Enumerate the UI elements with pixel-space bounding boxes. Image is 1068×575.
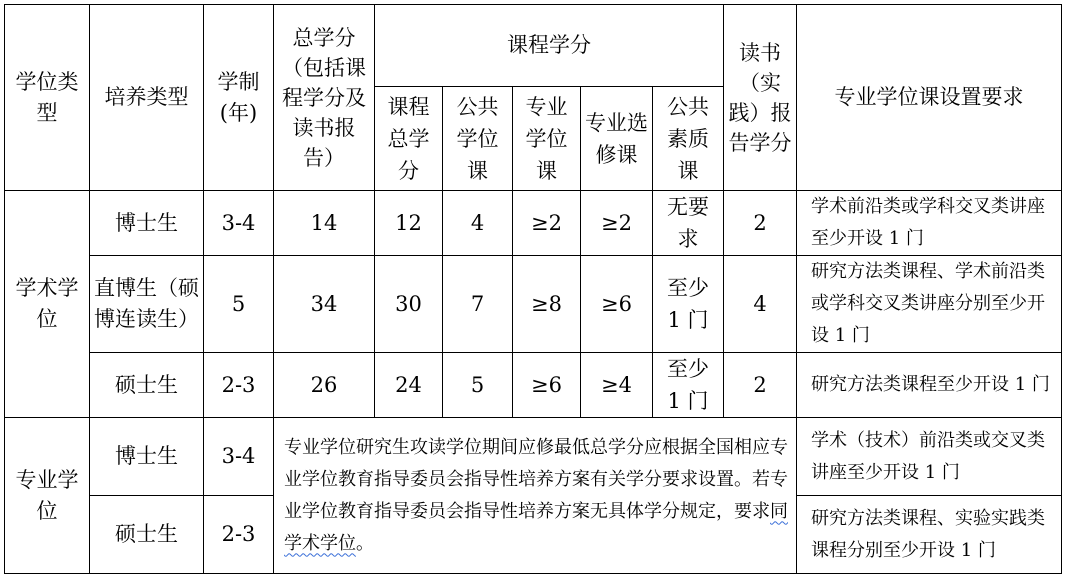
major-degree-cell: ≥2	[513, 191, 581, 256]
requirement-cell: 研究方法类课程、学术前沿类或学科交叉类讲座分别至少开设 1 门	[797, 256, 1062, 353]
header-course-total: 课程总学分	[375, 87, 443, 191]
duration-cell: 2-3	[204, 353, 274, 418]
requirement-cell: 研究方法类课程至少开设 1 门	[797, 353, 1062, 418]
header-total-credits: 总学分（包括课程学分及读书报告）	[274, 5, 375, 191]
training-type-cell: 博士生	[90, 418, 204, 496]
training-type-cell: 硕士生	[90, 353, 204, 418]
header-reading-report: 读书（实践）报告学分	[724, 5, 797, 191]
credit-requirements-table	[4, 4, 1062, 574]
credit-note-marked-text: 同学术学位	[284, 500, 788, 554]
public-degree-cell: 5	[443, 353, 513, 418]
header-public-quality: 公共素质课	[653, 87, 724, 191]
header-degree-type: 学位类型	[5, 5, 90, 191]
public-quality-cell: 至少 1 门	[653, 353, 724, 418]
total-credits-cell: 14	[274, 191, 375, 256]
header-public-degree: 公共学位课	[443, 87, 513, 191]
credit-note-text: 专业学位研究生攻读学位期间应修最低总学分应根据全国相应专业学位教育指导委员会指导性培养方案有关学分要求设置。若专业学位教育指导委员会指导性培养方案无具体学分规定，要求	[284, 436, 788, 522]
course-total-cell: 24	[375, 353, 443, 418]
duration-cell: 5	[204, 256, 274, 353]
header-major-degree: 专业学位课	[513, 87, 581, 191]
course-total-cell: 12	[375, 191, 443, 256]
header-requirements: 专业学位课设置要求	[797, 5, 1062, 191]
table-row	[5, 353, 1062, 418]
header-major-elective: 专业选修课	[581, 87, 653, 191]
duration-cell: 3-4	[204, 191, 274, 256]
course-total-cell: 30	[375, 256, 443, 353]
requirement-cell: 学术前沿类或学科交叉类讲座至少开设 1 门	[797, 191, 1062, 256]
training-type-cell: 硕士生	[90, 496, 204, 574]
major-elective-cell: ≥4	[581, 353, 653, 418]
table-row	[5, 191, 1062, 256]
major-elective-cell: ≥2	[581, 191, 653, 256]
report-credits-cell: 2	[724, 353, 797, 418]
header-course-credits: 课程学分	[375, 5, 724, 87]
header-duration: 学制(年)	[204, 5, 274, 191]
total-credits-cell: 26	[274, 353, 375, 418]
training-type-cell: 直博生（硕博连读生）	[90, 256, 204, 353]
major-degree-cell: ≥6	[513, 353, 581, 418]
public-quality-cell: 至少 1 门	[653, 256, 724, 353]
public-quality-cell: 无要求	[653, 191, 724, 256]
professional-degree-label: 专业学位	[5, 418, 90, 574]
report-credits-cell: 4	[724, 256, 797, 353]
public-degree-cell: 4	[443, 191, 513, 256]
table-row	[5, 256, 1062, 353]
header-training-type: 培养类型	[90, 5, 204, 191]
requirement-cell: 研究方法类课程、实验实践类课程分别至少开设 1 门	[797, 496, 1062, 574]
professional-credit-note	[274, 418, 797, 574]
duration-cell: 3-4	[204, 418, 274, 496]
total-credits-cell: 34	[274, 256, 375, 353]
training-type-cell: 博士生	[90, 191, 204, 256]
credit-note-end: 。	[356, 532, 374, 554]
academic-degree-label: 学术学位	[5, 191, 90, 418]
requirement-cell: 学术（技术）前沿类或交叉类讲座至少开设 1 门	[797, 418, 1062, 496]
duration-cell: 2-3	[204, 496, 274, 574]
report-credits-cell: 2	[724, 191, 797, 256]
major-degree-cell: ≥8	[513, 256, 581, 353]
major-elective-cell: ≥6	[581, 256, 653, 353]
public-degree-cell: 7	[443, 256, 513, 353]
table-row	[5, 418, 1062, 496]
